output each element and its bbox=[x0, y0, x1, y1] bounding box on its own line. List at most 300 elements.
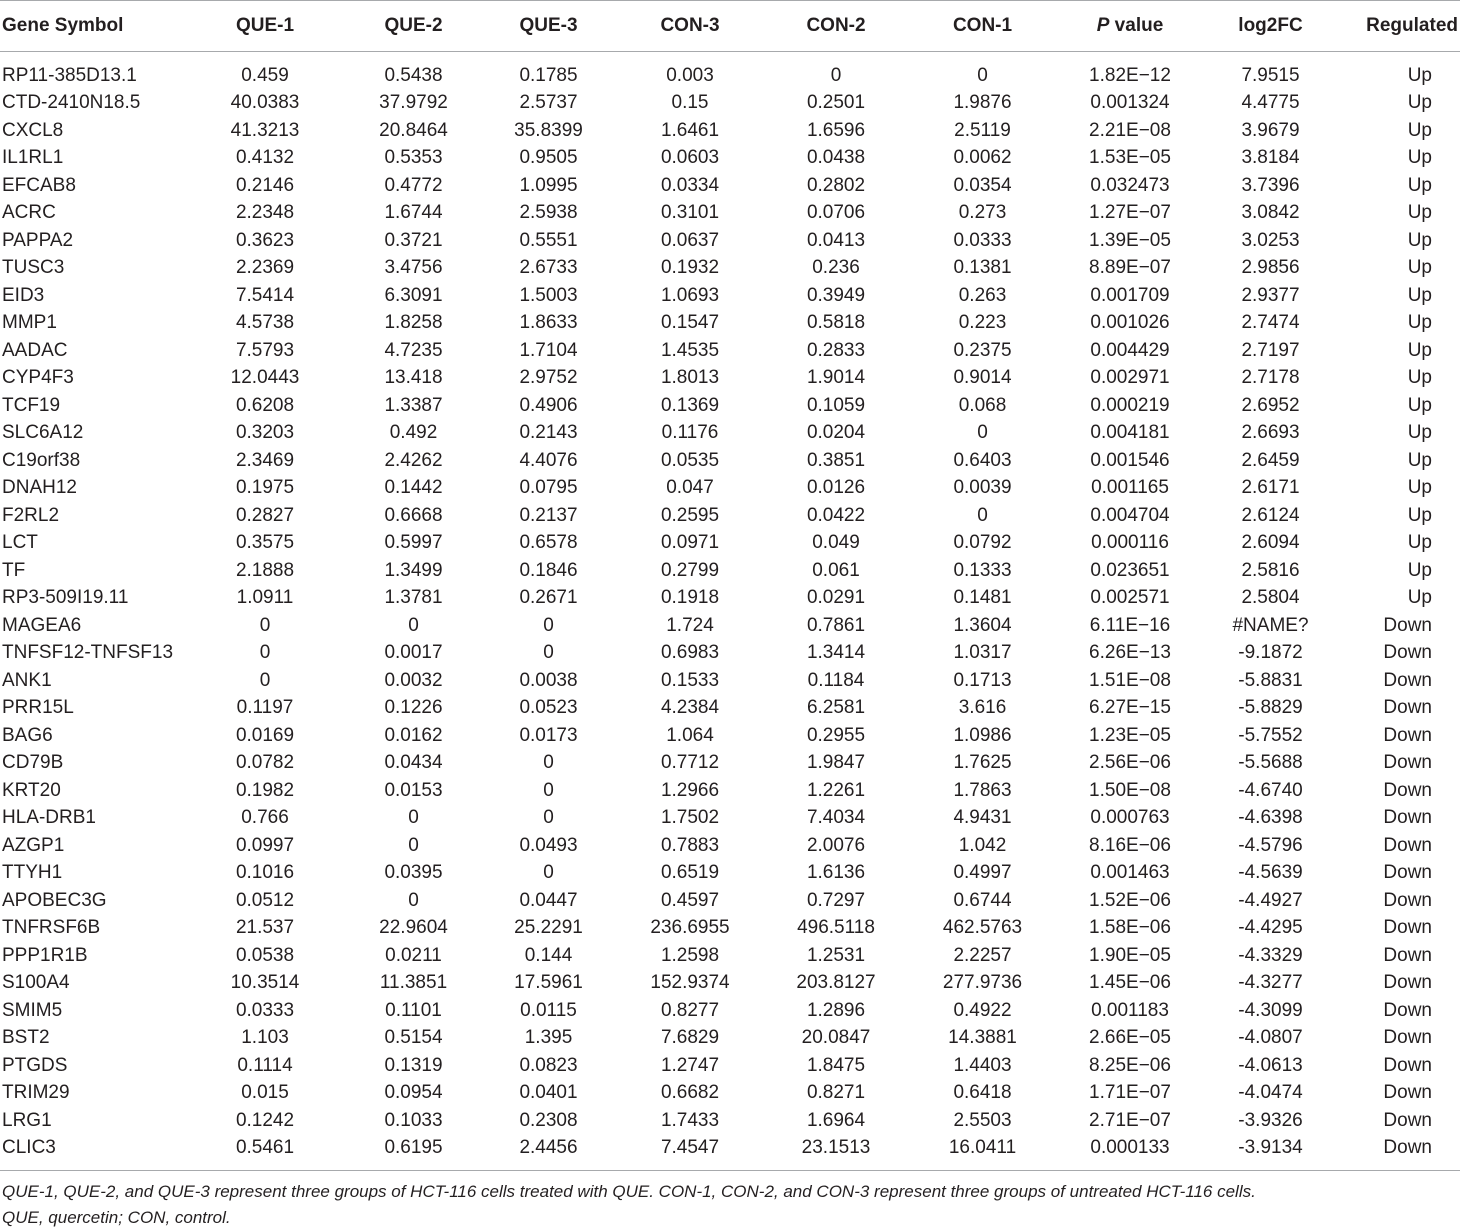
header-con-3: CON-3 bbox=[620, 1, 760, 52]
cell-con-1: 1.7625 bbox=[953, 752, 1012, 774]
cell-que-2: 0.0395 bbox=[384, 862, 443, 884]
cell-con-1: 0.0792 bbox=[953, 532, 1012, 554]
table-row bbox=[0, 117, 1460, 145]
cell-que-2: 0.6668 bbox=[384, 504, 443, 526]
table-header-row bbox=[0, 1, 1460, 52]
cell-regulated: Up bbox=[1407, 257, 1432, 279]
cell-regulated: Up bbox=[1407, 229, 1432, 251]
cell-que-3: 0 bbox=[543, 752, 554, 774]
cell-con-3: 0.0334 bbox=[660, 174, 720, 196]
cell-que-2: 0.0153 bbox=[384, 779, 443, 801]
cell-regulated: Down bbox=[1383, 862, 1432, 884]
cell-gene-symbol: TNFSF12-TNFSF13 bbox=[2, 642, 174, 664]
cell-log2fc: 2.9377 bbox=[1241, 284, 1300, 306]
table-row bbox=[0, 640, 1460, 668]
cell-que-1: 1.103 bbox=[241, 1027, 289, 1049]
cell-log2fc: -4.4295 bbox=[1238, 917, 1303, 939]
cell-con-2: 0.1184 bbox=[807, 669, 865, 691]
cell-que-1: 0.1197 bbox=[236, 697, 294, 719]
cell-regulated: Down bbox=[1383, 752, 1432, 774]
cell-con-3: 0.0637 bbox=[660, 229, 720, 251]
cell-que-1: 4.5738 bbox=[235, 312, 295, 334]
cell-p-value: 1.52E−06 bbox=[1089, 889, 1171, 911]
cell-con-1: 0 bbox=[977, 64, 988, 86]
cell-gene-symbol: EFCAB8 bbox=[2, 174, 76, 196]
cell-p-value: 1.50E−08 bbox=[1089, 779, 1171, 801]
cell-con-3: 1.064 bbox=[666, 724, 714, 746]
cell-que-1: 2.2348 bbox=[235, 202, 295, 224]
cell-que-1: 0.1982 bbox=[235, 779, 295, 801]
cell-gene-symbol: RP3-509I19.11 bbox=[2, 587, 129, 609]
cell-que-1: 40.0383 bbox=[230, 92, 300, 114]
cell-regulated: Down bbox=[1383, 807, 1432, 829]
table-row bbox=[0, 612, 1460, 640]
cell-que-3: 0.2308 bbox=[519, 1109, 578, 1131]
table-row bbox=[0, 667, 1460, 695]
cell-log2fc: 3.0253 bbox=[1241, 229, 1300, 251]
cell-con-2: 1.2531 bbox=[806, 944, 866, 966]
cell-con-2: 0.7297 bbox=[806, 889, 866, 911]
table-row bbox=[0, 282, 1460, 310]
cell-con-3: 0.1176 bbox=[661, 422, 719, 444]
cell-gene-symbol: TUSC3 bbox=[2, 257, 65, 279]
table-row bbox=[0, 585, 1460, 613]
cell-p-value: 0.000133 bbox=[1090, 1137, 1170, 1159]
cell-log2fc: 2.7474 bbox=[1241, 312, 1300, 334]
cell-p-value: 8.89E−07 bbox=[1089, 257, 1171, 279]
cell-gene-symbol: TRIM29 bbox=[2, 1082, 70, 1104]
table-row bbox=[0, 942, 1460, 970]
cell-que-1: 0.0333 bbox=[235, 999, 295, 1021]
cell-regulated: Down bbox=[1383, 1137, 1432, 1159]
cell-log2fc: -5.8829 bbox=[1238, 697, 1303, 719]
cell-gene-symbol: MMP1 bbox=[2, 312, 57, 334]
cell-que-3: 0 bbox=[543, 614, 554, 636]
cell-gene-symbol: SMIM5 bbox=[2, 999, 63, 1021]
cell-que-1: 7.5414 bbox=[235, 284, 295, 306]
cell-gene-symbol: LRG1 bbox=[2, 1109, 52, 1131]
cell-que-3: 0.0493 bbox=[519, 834, 578, 856]
header-con-1: CON-1 bbox=[912, 1, 1053, 52]
cell-que-2: 0.5438 bbox=[384, 64, 443, 86]
cell-con-1: 0.9014 bbox=[953, 367, 1012, 389]
cell-p-value: 6.27E−15 bbox=[1089, 697, 1171, 719]
cell-gene-symbol: CTD-2410N18.5 bbox=[2, 92, 141, 114]
table-row bbox=[0, 310, 1460, 338]
cell-con-1: 0.273 bbox=[958, 202, 1007, 224]
cell-que-2: 0.0434 bbox=[384, 752, 443, 774]
cell-con-3: 0.6682 bbox=[660, 1082, 720, 1104]
cell-que-3: 0.0795 bbox=[519, 477, 578, 499]
table-row bbox=[0, 1080, 1460, 1108]
table-row bbox=[0, 860, 1460, 888]
cell-regulated: Up bbox=[1407, 559, 1432, 581]
cell-que-3: 0.1846 bbox=[519, 559, 578, 581]
cell-que-1: 0.6208 bbox=[235, 394, 295, 416]
cell-gene-symbol: SLC6A12 bbox=[2, 422, 84, 444]
cell-que-1: 2.3469 bbox=[235, 449, 295, 471]
cell-que-1: 0.0782 bbox=[235, 752, 295, 774]
cell-con-2: 203.8127 bbox=[796, 972, 876, 994]
cell-gene-symbol: ACRC bbox=[2, 202, 56, 224]
cell-que-3: 0.0038 bbox=[519, 669, 578, 691]
table-row bbox=[0, 997, 1460, 1025]
cell-con-1: 0.0354 bbox=[953, 174, 1012, 196]
cell-que-3: 1.5003 bbox=[519, 284, 578, 306]
cell-gene-symbol: AZGP1 bbox=[2, 834, 65, 856]
cell-que-3: 0 bbox=[543, 779, 554, 801]
table-row bbox=[0, 557, 1460, 585]
cell-con-3: 0.3101 bbox=[660, 202, 720, 224]
cell-que-3: 0 bbox=[543, 862, 554, 884]
cell-con-2: 0.7861 bbox=[806, 614, 866, 636]
cell-que-1: 0.0512 bbox=[235, 889, 295, 911]
cell-con-3: 0.6983 bbox=[660, 642, 720, 664]
table-row bbox=[0, 475, 1460, 503]
cell-con-1: 2.5119 bbox=[954, 119, 1011, 141]
cell-con-1: 2.2257 bbox=[953, 944, 1012, 966]
cell-log2fc: 7.9515 bbox=[1241, 64, 1300, 86]
cell-p-value: 1.53E−05 bbox=[1089, 147, 1171, 169]
cell-regulated: Down bbox=[1383, 697, 1432, 719]
cell-log2fc: -4.0807 bbox=[1238, 1027, 1303, 1049]
cell-que-1: 1.0911 bbox=[236, 587, 294, 609]
table-row bbox=[0, 695, 1460, 723]
cell-con-2: 0.0291 bbox=[806, 587, 866, 609]
cell-gene-symbol: DNAH12 bbox=[2, 477, 77, 499]
cell-regulated: Down bbox=[1383, 972, 1432, 994]
cell-gene-symbol: ANK1 bbox=[2, 669, 52, 691]
cell-gene-symbol: CXCL8 bbox=[2, 119, 64, 141]
cell-log2fc: 2.5816 bbox=[1241, 559, 1300, 581]
cell-con-3: 236.6955 bbox=[650, 917, 730, 939]
cell-log2fc: -4.3099 bbox=[1238, 999, 1303, 1021]
cell-p-value: 0.001026 bbox=[1090, 312, 1170, 334]
table-row bbox=[0, 420, 1460, 448]
cell-que-2: 0.0954 bbox=[384, 1082, 443, 1104]
table-row bbox=[0, 1107, 1460, 1135]
table-row bbox=[0, 1052, 1460, 1080]
cell-con-3: 1.7502 bbox=[660, 807, 720, 829]
cell-gene-symbol: BST2 bbox=[2, 1027, 50, 1049]
cell-que-2: 0.6195 bbox=[384, 1137, 443, 1159]
cell-que-2: 0 bbox=[408, 807, 419, 829]
cell-log2fc: 3.7396 bbox=[1241, 174, 1300, 196]
cell-p-value: 0.001324 bbox=[1090, 92, 1170, 114]
cell-que-1: 0.3623 bbox=[235, 229, 295, 251]
cell-p-value: 2.21E−08 bbox=[1089, 119, 1171, 141]
cell-que-3: 0.6578 bbox=[519, 532, 578, 554]
table-row bbox=[0, 805, 1460, 833]
cell-que-3: 0.5551 bbox=[519, 229, 578, 251]
cell-que-1: 0.2146 bbox=[235, 174, 295, 196]
cell-que-3: 35.8399 bbox=[514, 119, 583, 141]
cell-p-value: 1.45E−06 bbox=[1089, 972, 1171, 994]
table-row bbox=[0, 915, 1460, 943]
cell-log2fc: 2.6693 bbox=[1241, 422, 1300, 444]
cell-p-value: 1.27E−07 bbox=[1089, 202, 1171, 224]
cell-que-1: 0.1242 bbox=[235, 1109, 295, 1131]
table-row bbox=[0, 365, 1460, 393]
cell-con-2: 0 bbox=[830, 64, 842, 86]
cell-log2fc: 2.6952 bbox=[1241, 394, 1300, 416]
cell-p-value: 8.16E−06 bbox=[1089, 834, 1171, 856]
cell-que-3: 0.0523 bbox=[519, 697, 578, 719]
header-con-2: CON-2 bbox=[760, 1, 912, 52]
cell-con-2: 0.236 bbox=[812, 257, 860, 279]
cell-con-2: 7.4034 bbox=[806, 807, 866, 829]
cell-que-3: 2.6733 bbox=[519, 257, 578, 279]
cell-log2fc: -4.4927 bbox=[1238, 889, 1303, 911]
cell-con-2: 23.1513 bbox=[801, 1137, 871, 1159]
cell-p-value: 2.56E−06 bbox=[1089, 752, 1171, 774]
cell-p-value: 0.004429 bbox=[1090, 339, 1170, 361]
cell-regulated: Up bbox=[1407, 64, 1432, 86]
table-row bbox=[0, 90, 1460, 118]
cell-log2fc: -4.0613 bbox=[1238, 1054, 1303, 1076]
cell-que-2: 0.3721 bbox=[384, 229, 443, 251]
cell-con-2: 20.0847 bbox=[801, 1027, 871, 1049]
cell-que-2: 0.0162 bbox=[384, 724, 443, 746]
cell-log2fc: 2.6459 bbox=[1241, 449, 1300, 471]
table-row bbox=[0, 392, 1460, 420]
cell-con-2: 2.0076 bbox=[806, 834, 866, 856]
cell-con-2: 0.2955 bbox=[806, 724, 866, 746]
cell-con-1: 0.0062 bbox=[953, 147, 1012, 169]
cell-regulated: Down bbox=[1383, 1109, 1432, 1131]
cell-log2fc: -4.0474 bbox=[1238, 1082, 1303, 1104]
cell-log2fc: -5.5688 bbox=[1238, 752, 1303, 774]
cell-p-value: 1.71E−07 bbox=[1089, 1082, 1171, 1104]
cell-con-1: 0.1713 bbox=[953, 669, 1012, 691]
cell-que-3: 0.9505 bbox=[519, 147, 578, 169]
cell-p-value: 1.82E−12 bbox=[1089, 64, 1171, 86]
footnote-line-2: QUE, quercetin; CON, control. bbox=[2, 1208, 231, 1227]
cell-con-2: 0.061 bbox=[812, 559, 860, 581]
cell-gene-symbol: TTYH1 bbox=[2, 862, 63, 884]
cell-regulated: Up bbox=[1407, 312, 1432, 334]
cell-log2fc: #NAME? bbox=[1232, 614, 1309, 636]
cell-que-2: 11.3851 bbox=[379, 972, 448, 994]
cell-regulated: Up bbox=[1407, 422, 1432, 444]
table-row bbox=[0, 777, 1460, 805]
cell-p-value: 0.002571 bbox=[1090, 587, 1170, 609]
cell-regulated: Down bbox=[1383, 1027, 1432, 1049]
cell-que-2: 0 bbox=[408, 834, 419, 856]
table-row bbox=[0, 52, 1460, 90]
table-body bbox=[0, 52, 1460, 1171]
cell-gene-symbol: C19orf38 bbox=[2, 449, 81, 471]
cell-que-2: 0.5353 bbox=[384, 147, 443, 169]
cell-que-3: 0.0401 bbox=[519, 1082, 578, 1104]
cell-log2fc: -9.1872 bbox=[1238, 642, 1303, 664]
cell-regulated: Up bbox=[1407, 202, 1432, 224]
table-row bbox=[0, 722, 1460, 750]
cell-con-3: 7.6829 bbox=[660, 1027, 720, 1049]
cell-p-value: 0.001463 bbox=[1090, 862, 1170, 884]
cell-que-2: 0.492 bbox=[389, 422, 438, 444]
cell-con-1: 0.0039 bbox=[953, 477, 1012, 499]
cell-que-1: 0.766 bbox=[241, 807, 289, 829]
cell-con-2: 0.1059 bbox=[806, 394, 866, 416]
cell-log2fc: -3.9326 bbox=[1238, 1109, 1303, 1131]
cell-con-2: 1.6964 bbox=[806, 1109, 866, 1131]
cell-gene-symbol: CYP4F3 bbox=[2, 367, 74, 389]
cell-que-3: 0.0115 bbox=[520, 999, 577, 1021]
cell-que-2: 0.5997 bbox=[384, 532, 443, 554]
cell-que-1: 7.5793 bbox=[235, 339, 295, 361]
cell-regulated: Down bbox=[1383, 889, 1432, 911]
cell-log2fc: -4.3329 bbox=[1238, 944, 1303, 966]
cell-log2fc: 2.5804 bbox=[1241, 587, 1300, 609]
header-regulated: Regulated bbox=[1334, 1, 1460, 52]
cell-que-1: 0.4132 bbox=[235, 147, 295, 169]
cell-que-1: 0.1975 bbox=[235, 477, 295, 499]
cell-con-2: 1.6596 bbox=[806, 119, 866, 141]
cell-que-1: 0.3203 bbox=[235, 422, 295, 444]
cell-con-3: 0.0535 bbox=[660, 449, 720, 471]
table-row bbox=[0, 1025, 1460, 1053]
cell-gene-symbol: PPP1R1B bbox=[2, 944, 88, 966]
cell-log2fc: -5.8831 bbox=[1238, 669, 1303, 691]
cell-con-1: 0.4922 bbox=[953, 999, 1012, 1021]
cell-que-2: 0.0032 bbox=[384, 669, 443, 691]
cell-log2fc: -3.9134 bbox=[1238, 1137, 1303, 1159]
cell-que-2: 0.0211 bbox=[385, 944, 442, 966]
cell-log2fc: 2.6094 bbox=[1241, 532, 1300, 554]
cell-que-1: 2.2369 bbox=[235, 257, 295, 279]
cell-con-3: 0.1369 bbox=[660, 394, 720, 416]
cell-regulated: Down bbox=[1383, 1054, 1432, 1076]
cell-que-2: 13.418 bbox=[384, 367, 443, 389]
cell-regulated: Up bbox=[1407, 394, 1432, 416]
cell-con-3: 1.7433 bbox=[660, 1109, 720, 1131]
cell-con-2: 0.0204 bbox=[806, 422, 866, 444]
cell-que-3: 0.0173 bbox=[519, 724, 578, 746]
cell-que-3: 4.4076 bbox=[519, 449, 578, 471]
cell-con-2: 0.2501 bbox=[806, 92, 866, 114]
header-que-3: QUE-3 bbox=[477, 1, 620, 52]
cell-que-3: 1.8633 bbox=[519, 312, 578, 334]
cell-log2fc: 3.8184 bbox=[1241, 147, 1300, 169]
cell-que-1: 2.1888 bbox=[235, 559, 295, 581]
cell-p-value: 0.004181 bbox=[1090, 422, 1170, 444]
cell-con-1: 3.616 bbox=[958, 697, 1007, 719]
cell-log2fc: -4.3277 bbox=[1238, 972, 1303, 994]
cell-con-2: 1.8475 bbox=[806, 1054, 866, 1076]
cell-que-3: 0.2671 bbox=[519, 587, 578, 609]
cell-que-2: 1.3387 bbox=[384, 394, 443, 416]
cell-log2fc: 3.9679 bbox=[1241, 119, 1300, 141]
cell-gene-symbol: TNFRSF6B bbox=[2, 917, 101, 939]
cell-log2fc: -4.6398 bbox=[1238, 807, 1303, 829]
cell-con-2: 1.9847 bbox=[806, 752, 866, 774]
table-row bbox=[0, 1135, 1460, 1171]
cell-con-1: 2.5503 bbox=[953, 1109, 1012, 1131]
cell-regulated: Down bbox=[1383, 834, 1432, 856]
table-row bbox=[0, 970, 1460, 998]
cell-que-2: 0 bbox=[408, 614, 419, 636]
cell-que-3: 0.1785 bbox=[519, 64, 578, 86]
cell-con-3: 152.9374 bbox=[650, 972, 730, 994]
cell-con-3: 1.6461 bbox=[660, 119, 720, 141]
cell-con-1: 1.4403 bbox=[953, 1054, 1012, 1076]
cell-que-3: 0.4906 bbox=[519, 394, 578, 416]
cell-con-3: 0.1932 bbox=[660, 257, 720, 279]
cell-regulated: Up bbox=[1407, 339, 1432, 361]
cell-que-1: 21.537 bbox=[235, 917, 295, 939]
cell-log2fc: 4.4775 bbox=[1241, 92, 1300, 114]
cell-que-3: 0 bbox=[543, 807, 554, 829]
table-row bbox=[0, 502, 1460, 530]
cell-p-value: 0.004704 bbox=[1090, 504, 1170, 526]
cell-regulated: Up bbox=[1407, 504, 1432, 526]
cell-con-1: 0.1381 bbox=[953, 257, 1012, 279]
cell-que-1: 0 bbox=[259, 614, 271, 636]
cell-regulated: Up bbox=[1407, 532, 1432, 554]
cell-con-3: 0.2799 bbox=[660, 559, 720, 581]
table-row bbox=[0, 887, 1460, 915]
cell-con-1: 4.9431 bbox=[953, 807, 1012, 829]
cell-que-2: 1.3499 bbox=[384, 559, 443, 581]
cell-que-2: 0.1226 bbox=[384, 697, 443, 719]
table-row bbox=[0, 750, 1460, 778]
cell-con-3: 4.2384 bbox=[660, 697, 720, 719]
cell-log2fc: 2.7197 bbox=[1241, 339, 1300, 361]
cell-que-3: 2.9752 bbox=[519, 367, 578, 389]
cell-con-2: 0.0438 bbox=[806, 147, 866, 169]
cell-p-value: 1.23E−05 bbox=[1089, 724, 1171, 746]
cell-que-3: 2.4456 bbox=[519, 1137, 578, 1159]
cell-con-3: 0.7712 bbox=[660, 752, 720, 774]
cell-gene-symbol: EID3 bbox=[2, 284, 45, 306]
cell-con-1: 0.6403 bbox=[953, 449, 1012, 471]
header-p-suffix: value bbox=[1109, 15, 1164, 36]
cell-gene-symbol: F2RL2 bbox=[2, 504, 60, 526]
cell-regulated: Down bbox=[1383, 724, 1432, 746]
header-gene-symbol: Gene Symbol bbox=[0, 1, 180, 52]
cell-regulated: Down bbox=[1383, 642, 1432, 664]
cell-que-3: 25.2291 bbox=[514, 917, 583, 939]
table-row bbox=[0, 337, 1460, 365]
cell-log2fc: -5.7552 bbox=[1238, 724, 1303, 746]
cell-que-3: 0.2143 bbox=[519, 422, 578, 444]
cell-gene-symbol: HLA-DRB1 bbox=[2, 807, 96, 829]
table-row bbox=[0, 145, 1460, 173]
cell-con-1: 0 bbox=[977, 422, 988, 444]
cell-con-2: 0.5818 bbox=[806, 312, 866, 334]
cell-p-value: 0.032473 bbox=[1090, 174, 1170, 196]
cell-gene-symbol: RP11-385D13.1 bbox=[2, 64, 137, 86]
cell-con-2: 0.0413 bbox=[806, 229, 866, 251]
cell-log2fc: 2.6124 bbox=[1241, 504, 1300, 526]
cell-p-value: 0.002971 bbox=[1090, 367, 1170, 389]
cell-con-3: 0.0971 bbox=[660, 532, 720, 554]
cell-con-2: 0.2833 bbox=[806, 339, 866, 361]
cell-que-3: 1.395 bbox=[524, 1027, 573, 1049]
cell-con-3: 0.047 bbox=[666, 477, 714, 499]
cell-que-1: 0.459 bbox=[241, 64, 289, 86]
cell-con-3: 0.2595 bbox=[660, 504, 720, 526]
cell-regulated: Down bbox=[1383, 917, 1432, 939]
cell-que-1: 0.015 bbox=[241, 1082, 289, 1104]
cell-regulated: Up bbox=[1407, 587, 1432, 609]
cell-con-3: 0.1533 bbox=[660, 669, 720, 691]
header-que-2: QUE-2 bbox=[350, 1, 477, 52]
cell-con-1: 0 bbox=[977, 504, 988, 526]
cell-que-1: 10.3514 bbox=[230, 972, 300, 994]
cell-con-3: 1.0693 bbox=[660, 284, 720, 306]
